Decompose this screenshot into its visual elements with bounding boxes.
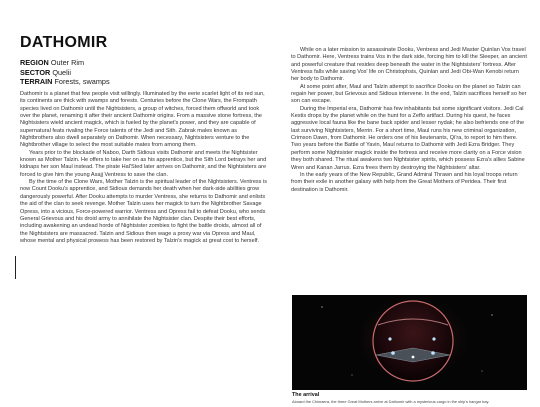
terrain-value: Forests, swamps xyxy=(54,77,110,87)
planet-facts xyxy=(20,58,110,87)
paragraph: While on a later mission to assassinate Dooku, Ventress and Jedi Master Quinlan Vos travel to Dathomir. Here, Ventress trains Vos in the dark side, forcing him to kill the Sleeper, an ancient and powerful creature that resides deep beneath the water in the Nightsisters' fortress. After Ventress falls while saving Vos' life on Christophsis, Quinlan and Jedi Obi-Wan Kenobi return her body to Dathomir. xyxy=(291,47,527,83)
sector-row xyxy=(20,68,110,78)
paragraph: By the time of the Clone Wars, Mother Talzin is the spiritual leader of the Nightsisters. Ventress is now Count Dooku's apprentice, and Sidious demands her death when her dark-side abilities grow dangerously powerful. After Dooku attempts to murder Ventress, she returns to Dathomir and enlists the aid of the clan to seek revenge. Mother Talzin uses her magick to turn the Nightbrother Savage Opress, into a vicious, Force-powered warrior. Ventress and Opress fail to defeat Dooku, who sends General Grievous and his droid army to annihilate the Nightsister clan. Despite their best efforts, including awakening an undead horde of Nightsister zombies to fight the battle droids, almost all of the Nightsisters are massacred. Talzin and Sidious then wage a proxy war via Opress and Maul, whose mental and physical prowess has been restored by Talzin's magick at great cost to herself. xyxy=(20,179,268,244)
starship-photo xyxy=(292,295,527,390)
caption-text: Aboard the Chimaera, the three Great Mothers arrive at Dathomir with a mysterious cargo in the ship's hangar bay. xyxy=(292,399,490,404)
caption-title: The arrival xyxy=(292,392,320,398)
page-title: DATHOMIR xyxy=(20,34,108,51)
paragraph: During the Imperial era, Dathomir has few inhabitants but some significant visitors. Jedi Cal Kestis drops by the planet while on the hunt for a Zeffo artifact. During his quest, he faces aggressive local fauna like the bane back spider and lesser nydak; he also befriends one of the last surviving Nightsisters, Merrin. For a short time, Maul runs his new criminal organization, Crimson Dawn, from Dathomir. He orders one of his lieutenants, Qi'ra, to report to him there. Two years before the Battle of Yavin, Maul returns to Dathomir with Jedi Ezra Bridger. They perform some Nightsister magick inside the fortress and receive more clarity on a Force vision they both shared. The ritual awakens two Nightsister spirits, which possess Ezra's allies Sabine Wren and Kanan Jarrus. Ezra frees them by destroying the Nightsisters' altar. xyxy=(291,105,525,171)
paragraph: In the early years of the New Republic, Grand Admiral Thrawn and his loyal troops return from their exile in another galaxy with help from the Great Mothers of Peridea. Their first destination is Dathomir. xyxy=(291,171,518,193)
paragraph: At some point after, Maul and Talzin attempt to sacrifice Dooku on the planet so Talzin can regain her power, but Grievous and Sidious intervene. In the end, Talzin sacrifices herself so her son can escape. xyxy=(291,83,527,105)
sector-value: Quelii xyxy=(52,67,71,77)
region-value: Outer Rim xyxy=(50,58,85,67)
left-column-body xyxy=(20,91,268,245)
paragraph: Years prior to the blockade of Naboo, Darth Sidious visits Dathomir and meets the Nightsister known as Mother Talzin. He offers to take her on as his apprentice, but the Sith Lord betrays her and kidnaps her son Maul instead. The pirate Hal'Sted later arrives on Dathomir, and the Nightsisters are forced to give him the young Asajj Ventress to save the clan. xyxy=(20,149,267,178)
terrain-label: TERRAIN xyxy=(20,77,53,87)
right-column-body xyxy=(291,47,527,194)
region-label: REGION xyxy=(20,58,49,67)
starship-illustration xyxy=(292,295,527,390)
region-row xyxy=(20,58,110,68)
margin-marker xyxy=(15,256,16,279)
paragraph: Dathomir is a planet that few people visit willingly. Illuminated by the eerie scarlet light of its red sun, its continents are thick with swamps and forests. Centuries before the Clone Wars, the Frompath species lived on Dathomir until the Nightsisters, a group of witches, forced them offworld and took over the planet, renaming it after their ancient Dathomir origins. From a massive stone fortress, the Nightsisters wield ancient magick, which is fueled by the planet's power, and they are capable of supernatural feats rivaling the Force talents of the Jedi and Sith. Zabrak males known as Nightbrothers also dwell separately on Dathomir. When necessary, Nightsisters venture to the Nightbrother village to select the most suitable mates from among them. xyxy=(20,91,265,149)
sector-label: SECTOR xyxy=(20,67,51,77)
terrain-row xyxy=(20,77,110,87)
